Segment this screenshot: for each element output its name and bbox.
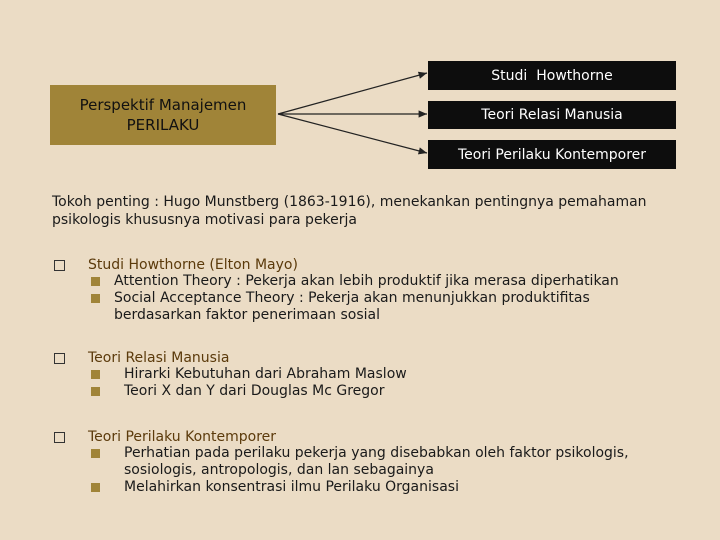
list-item-text: Social Acceptance Theory : Pekerja akan menunjukkan produktifitas berdasarkan faktor penerimaan sosial bbox=[114, 290, 590, 323]
list-item-text: Hirarki Kebutuhan dari Abraham Maslow bbox=[124, 366, 407, 382]
bullet-list bbox=[88, 445, 629, 496]
hollow-square-bullet-icon bbox=[54, 260, 65, 271]
bullet-list bbox=[88, 273, 619, 324]
hollow-square-bullet-icon bbox=[54, 432, 65, 443]
section-title: Teori Relasi Manusia bbox=[88, 350, 230, 366]
list-item bbox=[88, 366, 407, 383]
list-item bbox=[88, 273, 619, 290]
intro-paragraph: Tokoh penting : Hugo Munstberg (1863-1916), menekankan pentingnya pemahaman psikologis khususnya motivasi para pekerja bbox=[52, 194, 647, 228]
target-label-teori-perilaku-kontemporer: Teori Perilaku Kontemporer bbox=[457, 146, 647, 163]
list-item bbox=[88, 479, 629, 496]
section-title: Teori Perilaku Kontemporer bbox=[88, 429, 277, 445]
target-box-teori-perilaku-kontemporer bbox=[428, 140, 676, 169]
target-label-studi-howthorne: Studi Howthorne bbox=[491, 67, 613, 84]
list-item-text: Attention Theory : Pekerja akan lebih produktif jika merasa diperhatikan bbox=[114, 273, 619, 289]
filled-square-bullet-icon bbox=[91, 277, 100, 286]
list-item-text: Teori X dan Y dari Douglas Mc Gregor bbox=[124, 383, 385, 399]
filled-square-bullet-icon bbox=[91, 294, 100, 303]
hollow-square-bullet-icon bbox=[54, 353, 65, 364]
perspective-source-label: Perspektif Manajemen PERILAKU bbox=[79, 96, 247, 134]
arrow-to-teori-perilaku-kontemporer bbox=[278, 114, 427, 153]
arrow-to-studi-howthorne bbox=[278, 73, 427, 114]
list-item bbox=[88, 383, 407, 400]
list-item bbox=[88, 290, 619, 324]
section-title: Studi Howthorne (Elton Mayo) bbox=[88, 257, 298, 273]
list-item-text: Melahirkan konsentrasi ilmu Perilaku Organisasi bbox=[124, 479, 459, 495]
list-item-text: Perhatian pada perilaku pekerja yang disebabkan oleh faktor psikologis, sosiologis, antropologis, dan lan sebagainya bbox=[124, 445, 629, 478]
bullet-list bbox=[88, 366, 407, 400]
target-box-teori-relasi-manusia bbox=[428, 101, 676, 129]
target-box-studi-howthorne bbox=[428, 61, 676, 90]
filled-square-bullet-icon bbox=[91, 449, 100, 458]
filled-square-bullet-icon bbox=[91, 387, 100, 396]
target-label-teori-relasi-manusia: Teori Relasi Manusia bbox=[481, 107, 623, 123]
filled-square-bullet-icon bbox=[91, 370, 100, 379]
filled-square-bullet-icon bbox=[91, 483, 100, 492]
list-item bbox=[88, 445, 629, 479]
